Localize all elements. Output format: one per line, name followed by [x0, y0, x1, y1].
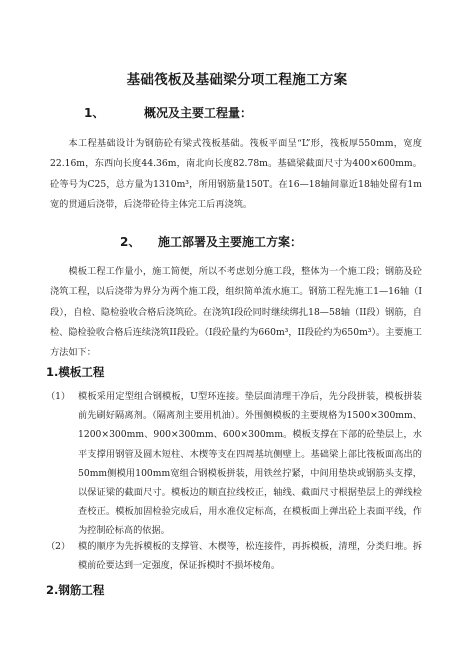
section-2-heading: [120, 233, 302, 250]
list-item-formwork-2: [46, 537, 422, 575]
subsection-rebar-heading: 2.钢筋工程: [46, 583, 105, 597]
section-1-title: 概况及主要工程量：: [144, 106, 253, 120]
section-1-paragraph: 本工程基础设计为钢筋砼有梁式筏板基础。筏板平面呈“L”形，筏板厚550mm，宽度22.16m，东西向长度44.36m，南北向长度82.78m。基础梁截面尺寸为400×600mm。砼等号为C25，总方量为1310m³，所用钢筋量150T。在16—18轴间靠近18轴处留有1m宽的贯通后浇带，后浇带砼待主体完工后再浇筑。: [50, 138, 422, 210]
subsection-formwork-heading: 1.模板工程: [46, 365, 105, 379]
document-title: 基础筏板及基础梁分项工程施工方案: [126, 72, 348, 88]
list-item-formwork-1: [46, 387, 422, 541]
section-1-heading: [84, 104, 252, 121]
list-marker: （1）: [46, 391, 71, 402]
section-2-number: 2、: [120, 235, 141, 249]
list-marker: （2）: [46, 541, 71, 552]
section-2-title: 施工部署及主要施工方案：: [158, 235, 303, 249]
section-2-paragraph: 模板工程工作量小，施工简便，所以不考虑划分施工段，整体为一个施工段；钢筋及砼浇筑工程，以后浇带为界分为两个施工段，组织简单流水施工。钢筋工程先施工1—16轴（I段），自检、隐检验收合格后浇筑砼。在浇筑I段砼同时继续绑扎18—58轴（II段）钢筋，自检、隐检验收合格后连续浇筑II段砼。（I段砼量约为660m³，II段砼约为650m³）。主要施工方法如下：: [50, 266, 422, 359]
list-item-text: 模板采用定型组合钢模板，U型环连接。垫层面清理干净后，先分段拼装，模板拼装前先刷好隔离剂。（隔离剂主要用机油）。外围侧模板的主要规格为1500×300mm、1200×300mm、900×300mm、600×300mm。模板支撑在下部的砼垫层上，水平支撑用钢管及圆木短柱、木楔等支在四周基坑侧壁上。基础梁上部比筏板面高出的50mm侧模用100mm宽组合钢模板拼装，用铁丝拧紧，中间用垫块或钢筋头支撑，以保证梁的截面尺寸。模板边的顺直拉线校正，轴线、截面尺寸根据垫层上的弹线检查校正。模板加固检验完成后，用水准仪定标高，在模板面上弹出砼上表面平线，作为控制砼标高的依据。: [78, 391, 422, 537]
section-1-number: 1、: [84, 106, 105, 120]
list-item-text: 模的顺序为先拆模板的支撑管、木楔等，松连接件，再拆模板，清理，分类归堆。拆模前砼要达到一定强度，保证拆模时不损坏棱角。: [78, 541, 422, 572]
